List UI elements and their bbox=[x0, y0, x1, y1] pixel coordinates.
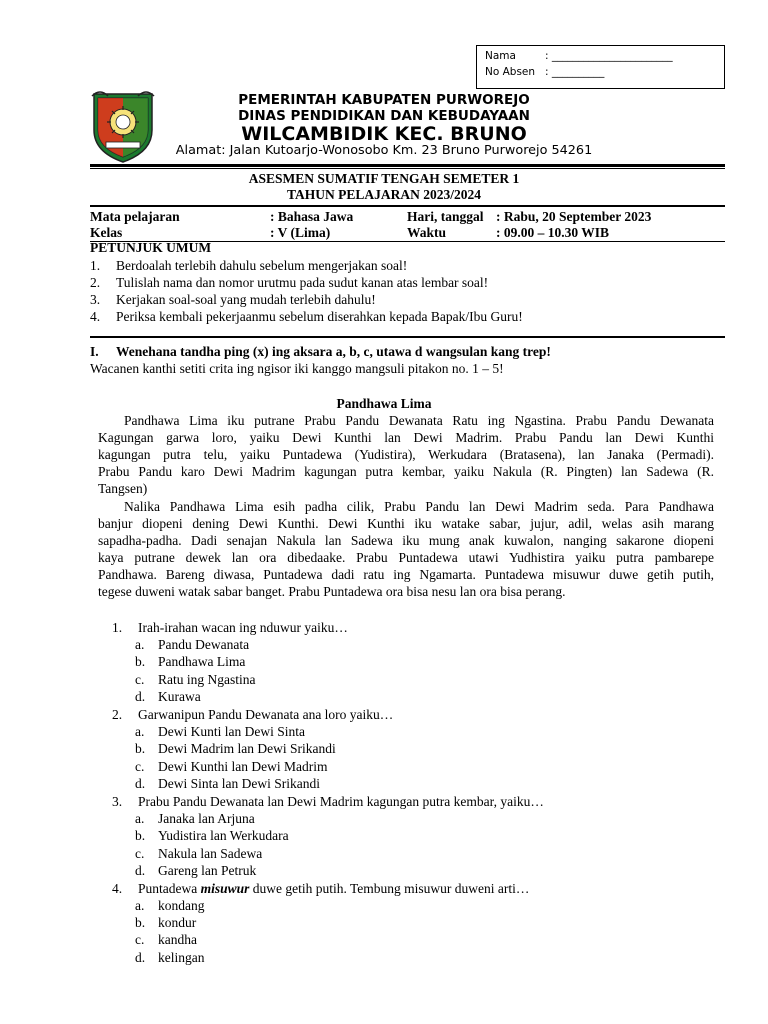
info-divider-top bbox=[90, 205, 725, 207]
answer-option[interactable] bbox=[135, 776, 320, 792]
answer-option[interactable] bbox=[135, 828, 289, 844]
option-text: kondang bbox=[158, 898, 205, 913]
option-text: Pandu Dewanata bbox=[158, 637, 250, 652]
option-letter: a. bbox=[135, 898, 145, 913]
answer-option[interactable] bbox=[135, 932, 197, 948]
general-item-text: Periksa kembali pekerjaanmu sebelum diserahkan kepada Bapak/Ibu Guru! bbox=[116, 309, 523, 324]
general-item bbox=[90, 292, 376, 308]
section-divider bbox=[90, 336, 725, 338]
general-item-number: 3. bbox=[90, 292, 101, 307]
absen-row bbox=[485, 66, 604, 78]
option-letter: a. bbox=[135, 637, 145, 652]
section-note: Wacanen kanthi setiti crita ing ngisor iki kanggo mangsuli pitakon no. 1 – 5! bbox=[90, 361, 504, 376]
story-line: Prabu Pandu karo Dewi Madrim kagungan putra kembar, yaiku Nakula (R. Pingten) lan Sadewa (R. bbox=[98, 464, 714, 479]
general-item-number: 4. bbox=[90, 309, 101, 324]
answer-option[interactable] bbox=[135, 689, 201, 705]
option-text: kondur bbox=[158, 915, 197, 930]
option-letter: d. bbox=[135, 950, 146, 965]
general-item-text: Tulislah nama dan nomor urutmu pada sudut kanan atas lembar soal! bbox=[116, 275, 489, 290]
question-number: 4. bbox=[112, 881, 123, 896]
letterhead-address: Alamat: Jalan Kutoarjo-Wonosobo Km. 23 Bruno Purworejo 54261 bbox=[175, 143, 593, 158]
story-line: kagungan putra telu, yaiku Puntadewa (Yudistira), Werkudara (Bratasena), lan Janaka (Permadi). bbox=[98, 447, 714, 462]
question-number: 2. bbox=[112, 707, 123, 722]
absen-field[interactable]: : __________ bbox=[545, 66, 605, 78]
option-letter: b. bbox=[135, 654, 146, 669]
option-letter: d. bbox=[135, 776, 146, 791]
answer-option[interactable] bbox=[135, 637, 249, 653]
option-text: Janaka lan Arjuna bbox=[158, 811, 255, 826]
story-title: Pandhawa Lima bbox=[336, 396, 432, 411]
answer-option[interactable] bbox=[135, 950, 205, 966]
option-letter: b. bbox=[135, 741, 146, 756]
option-letter: d. bbox=[135, 863, 146, 878]
option-text: Gareng lan Petruk bbox=[158, 863, 257, 878]
option-letter: a. bbox=[135, 811, 145, 826]
story-line: Nalika Pandhawa Lima esih padha cilik, Prabu Pandu lan Dewi Madrim seda. Para Pandhawa bbox=[124, 499, 714, 514]
story-line: sapadha-padha. Dadi senajan Nakula lan Sadewa iku mung anak kuwalon, nanging sakarone diopeni bbox=[98, 533, 714, 548]
answer-option[interactable] bbox=[135, 863, 256, 879]
day-label: Hari, tanggal bbox=[407, 209, 484, 224]
option-letter: b. bbox=[135, 828, 146, 843]
answer-option[interactable] bbox=[135, 741, 336, 757]
question bbox=[112, 620, 348, 636]
general-item bbox=[90, 309, 523, 325]
story-line: Pandhawa Lima iku putrane Prabu Pandu Dewanata Ratu ing Ngastina. Prabu Pandu Dewanata bbox=[124, 413, 714, 428]
letterhead-divider-thin bbox=[90, 168, 725, 169]
time-label: Waktu bbox=[407, 225, 447, 240]
answer-option[interactable] bbox=[135, 759, 327, 775]
option-text: Nakula lan Sadewa bbox=[158, 846, 263, 861]
option-text: Dewi Kunthi lan Dewi Madrim bbox=[158, 759, 328, 774]
section-instruction-text: Wenehana tandha ping (x) ing aksara a, b, c, utawa d wangsulan kang trep! bbox=[116, 344, 551, 359]
option-letter: b. bbox=[135, 915, 146, 930]
letterhead-line3: WILCAMBIDIK KEC. BRUNO bbox=[241, 123, 527, 145]
answer-option[interactable] bbox=[135, 672, 256, 688]
option-text: Dewi Sinta lan Dewi Srikandi bbox=[158, 776, 320, 791]
question-text-after: duwe getih putih. Tembung misuwur duweni arti… bbox=[249, 881, 530, 896]
answer-option[interactable] bbox=[135, 898, 205, 914]
story-line: tegese duweni watak sabar banget. Prabu Puntadewa ora bisa nesu lan ora bisa perang. bbox=[98, 584, 566, 599]
letterhead-divider bbox=[90, 164, 725, 167]
letterhead-line1: PEMERINTAH KABUPATEN PURWOREJO bbox=[238, 92, 530, 108]
class-label: Kelas bbox=[90, 225, 123, 240]
general-item-number: 2. bbox=[90, 275, 101, 290]
story-line: Tangsen) bbox=[98, 481, 148, 496]
time-value: : 09.00 – 10.30 WIB bbox=[496, 225, 610, 240]
general-item-text: Berdoalah terlebih dahulu sebelum mengerjakan soal! bbox=[116, 258, 408, 273]
question-text: Irah-irahan wacan ing nduwur yaiku… bbox=[138, 620, 348, 635]
story-line: banjur diopeni dening Dewi Kunthi. Dewi Kunthi iku watake sabar, jujur, adil, welas asih marang bbox=[98, 516, 714, 531]
option-letter: c. bbox=[135, 672, 145, 687]
option-letter: a. bbox=[135, 724, 145, 739]
question-text-before: Puntadewa bbox=[138, 881, 201, 896]
option-letter: c. bbox=[135, 846, 145, 861]
option-text: Ratu ing Ngastina bbox=[158, 672, 256, 687]
option-text: kandha bbox=[158, 932, 197, 947]
name-field[interactable]: : _______________________ bbox=[545, 50, 673, 62]
question-text: Garwanipun Pandu Dewanata ana loro yaiku… bbox=[138, 707, 394, 722]
section-instruction bbox=[90, 344, 551, 360]
option-text: Dewi Madrim lan Dewi Srikandi bbox=[158, 741, 336, 756]
name-label: Nama bbox=[485, 50, 516, 62]
answer-option[interactable] bbox=[135, 915, 196, 931]
question-number: 3. bbox=[112, 794, 123, 809]
option-text: Kurawa bbox=[158, 689, 201, 704]
option-text: Yudistira lan Werkudara bbox=[158, 828, 289, 843]
option-text: Pandhawa Lima bbox=[158, 654, 246, 669]
class-value: : V (Lima) bbox=[270, 225, 331, 240]
identity-box bbox=[476, 45, 725, 89]
option-letter: c. bbox=[135, 759, 145, 774]
answer-option[interactable] bbox=[135, 724, 305, 740]
general-item bbox=[90, 258, 407, 274]
subject-value: : Bahasa Jawa bbox=[270, 209, 354, 224]
story-line: kaya putrane dewek lan ora dibedaake. Prabu Puntadewa utawi Yudhistira yaiku putra pambarepe bbox=[98, 550, 714, 565]
letterhead-line2: DINAS PENDIDIKAN DAN KEBUDAYAAN bbox=[238, 108, 530, 124]
day-value: : Rabu, 20 September 2023 bbox=[496, 209, 652, 224]
question bbox=[112, 794, 544, 810]
answer-option[interactable] bbox=[135, 846, 262, 862]
question-emphasis: misuwur bbox=[200, 881, 250, 896]
option-letter: d. bbox=[135, 689, 146, 704]
answer-option[interactable] bbox=[135, 811, 255, 827]
question bbox=[112, 707, 393, 723]
general-item-number: 1. bbox=[90, 258, 101, 273]
exam-title: ASESMEN SUMATIF TENGAH SEMETER 1 bbox=[248, 171, 520, 186]
option-text: kelingan bbox=[158, 950, 205, 965]
general-heading: PETUNJUK UMUM bbox=[90, 240, 212, 255]
question-text: Prabu Pandu Dewanata lan Dewi Madrim kagungan putra kembar, yaiku… bbox=[138, 794, 544, 809]
answer-option[interactable] bbox=[135, 654, 245, 670]
general-item-text: Kerjakan soal-soal yang mudah terlebih dahulu! bbox=[116, 292, 376, 307]
option-letter: c. bbox=[135, 932, 145, 947]
general-item bbox=[90, 275, 488, 291]
question bbox=[112, 881, 529, 897]
question-number: 1. bbox=[112, 620, 123, 635]
absen-label: No Absen bbox=[485, 66, 536, 78]
exam-year: TAHUN PELAJARAN 2023/2024 bbox=[286, 187, 481, 202]
story-line: Kagungan garwa loro, yaiku Dewi Kunthi lan Dewi Madrim. Prabu Pandu lan Dewi Kunthi bbox=[98, 430, 714, 445]
subject-label: Mata pelajaran bbox=[90, 209, 180, 224]
option-text: Dewi Kunti lan Dewi Sinta bbox=[158, 724, 305, 739]
section-number: I. bbox=[90, 344, 99, 359]
story-line: Pandhawa. Bareng diwasa, Puntadewa dadi ratu ing Ngamarta. Puntadewa misuwur duwe getih putih, bbox=[98, 567, 714, 582]
name-row bbox=[485, 50, 673, 62]
